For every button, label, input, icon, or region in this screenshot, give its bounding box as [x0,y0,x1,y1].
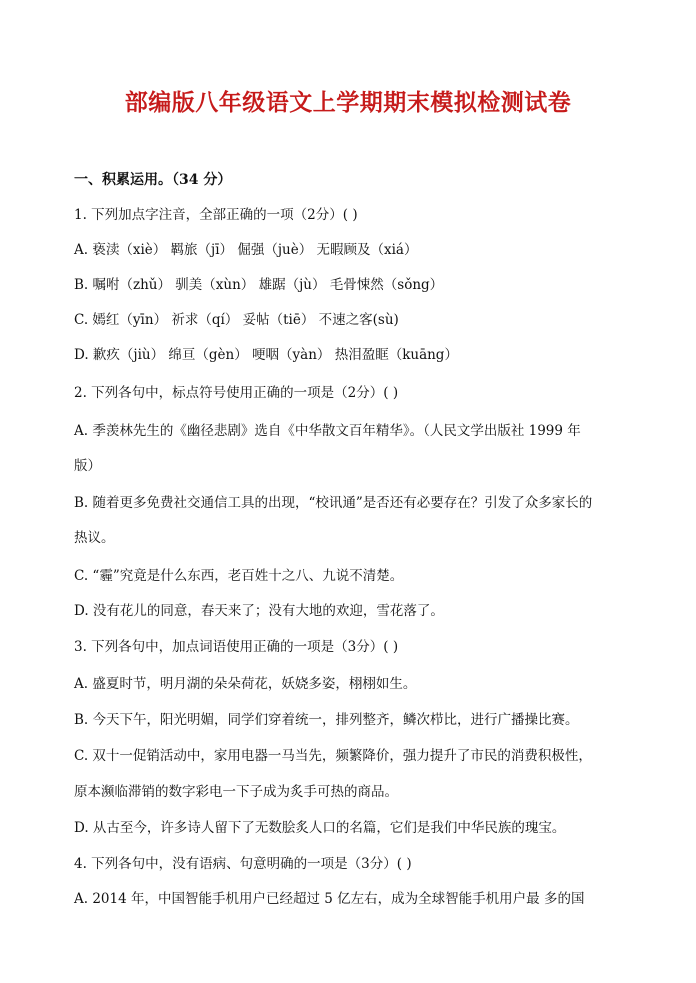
question-2-option-d: D. 没有花儿的同意，春天来了；没有大地的欢迎，雪花落了。 [74,603,444,619]
question-1-option-a: A. 亵渎（xiè） 羁旅（jī） 倔强（juè） 无暇顾及（xiá） [74,242,418,258]
question-4-option-a: A. 2014 年，中国智能手机用户已经超过 5 亿左右，成为全球智能手机用户最 多的国 [74,891,585,907]
question-3-stem: 3. 下列各句中，加点词语使用正确的一项是（3分）( ) [74,639,399,655]
question-3-option-a: A. 盛夏时节，明月湖的朵朵荷花，妖娆多姿，栩栩如生。 [74,676,417,692]
question-3-option-d: D. 从古至今，许多诗人留下了无数脍炙人口的名篇，它们是我们中华民族的瑰宝。 [74,820,566,836]
question-2-stem: 2. 下列各句中，标点符号使用正确的一项是（2分）( ) [74,385,399,401]
question-2-option-c: C. “霾”究竟是什么东西，老百姓十之八、九说不清楚。 [74,568,404,584]
exam-title: 部编版八年级语文上学期期末模拟检测试卷 [124,90,572,116]
question-2-option-b-line2: 热议。 [74,530,115,546]
question-4-stem: 4. 下列各句中，没有语病、句意明确的一项是（3分）( ) [74,856,412,872]
question-1-option-c: C. 嫣红（yīn） 祈求（qí） 妥帖（tiē） 不速之客(sù) [74,312,399,328]
question-2-option-b-line1: B. 随着更多免费社交通信工具的出现，“校讯通”是否还有必要存在？引发了众多家长的 [74,495,593,511]
question-1-option-d: D. 歉疚（jiù） 绵亘（gèn） 哽咽（yàn） 热泪盈眶（kuāng） [74,347,458,363]
question-1-stem: 1. 下列加点字注音，全部正确的一项（2分）( ) [74,207,358,223]
question-1-option-b: B. 嘱咐（zhǔ） 驯美（xùn） 雄踞（jù） 毛骨悚然（sǒng） [74,277,444,293]
question-3-option-c-line1: C. 双十一促销活动中，家用电器一马当先，频繁降价，强力提升了市民的消费积极性， [74,748,592,764]
question-2-option-a-line2: 版） [74,458,101,474]
question-3-option-b: B. 今天下午，阳光明媚，同学们穿着统一，排列整齐，鳞次栉比，进行广播操比赛。 [74,712,579,728]
question-2-option-a-line1: A. 季羡林先生的《幽径悲剧》选自《中华散文百年精华》。（人民文学出版社 1999 年 [74,423,581,439]
question-3-option-c-line2: 原本濒临滞销的数字彩电一下子成为炙手可热的商品。 [74,784,398,800]
section-heading: 一、积累运用。（34 分） [74,172,232,188]
